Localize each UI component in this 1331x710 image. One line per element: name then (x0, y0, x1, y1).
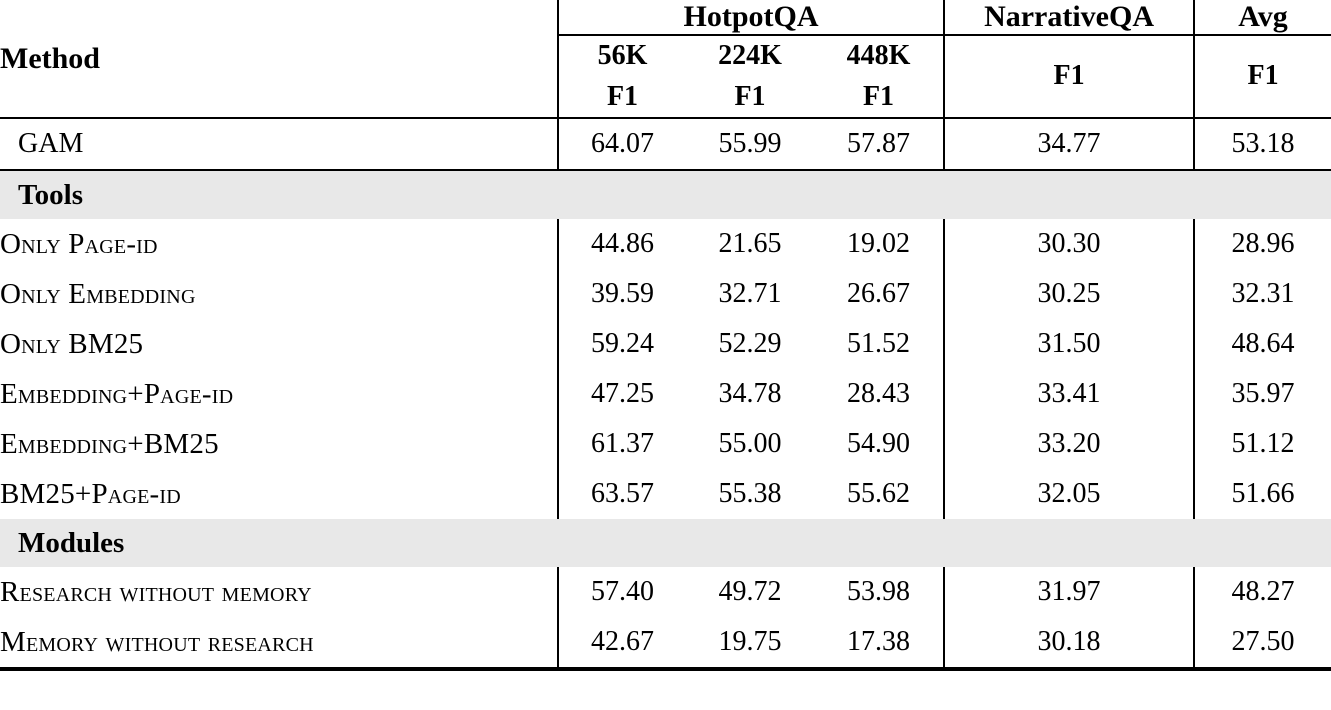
row-value-cell: 55.38 (718, 478, 782, 510)
row-method-name: BM25+Page-id (0, 477, 181, 510)
column-group-header: HotpotQA (558, 0, 944, 35)
column-group-header: NarrativeQA (944, 0, 1194, 35)
column-header-metric: 56K F1 (558, 35, 686, 118)
row-method-name: Embedding+Page-id (0, 377, 234, 410)
row-value-cell: 35.97 (1194, 369, 1331, 419)
row-value-cell: 19.75 (686, 617, 814, 669)
row-value-cell: 27.50 (1194, 617, 1331, 669)
row-value-cell: 34.77 (944, 118, 1194, 170)
row-value-cell: 53.18 (1194, 118, 1331, 170)
row-value-cell: 52.29 (718, 328, 782, 360)
row-method-name: Only BM25 (0, 327, 144, 360)
row-value-cell: 19.02 (847, 228, 911, 260)
row-value-cell: 21.65 (718, 228, 782, 260)
row-value-cell: 51.66 (1194, 469, 1331, 519)
column-header-method: Method (0, 41, 100, 75)
row-value-cell: 39.59 (558, 269, 686, 319)
table-row (0, 617, 1331, 669)
header-row-groups (0, 0, 1331, 35)
row-value-cell: 17.38 (814, 617, 944, 669)
row-value-cell: 32.71 (718, 278, 782, 310)
row-value-cell: 55.00 (718, 428, 782, 460)
row-method-name: Memory without research (0, 617, 558, 669)
table-row (0, 319, 1331, 369)
row-value-cell: 48.27 (1194, 567, 1331, 617)
table-row (0, 219, 1331, 269)
row-value-cell: 55.99 (686, 118, 814, 170)
section-label: Modules (0, 519, 1331, 567)
row-value-cell: 53.98 (847, 576, 911, 608)
row-value-cell: 57.87 (814, 118, 944, 170)
row-value-cell: 31.97 (944, 567, 1194, 617)
row-value-cell: 63.57 (558, 469, 686, 519)
row-value-cell: 30.30 (944, 219, 1194, 269)
table-row (0, 369, 1331, 419)
row-value-cell: 55.62 (847, 478, 911, 510)
row-value-cell: 30.18 (944, 617, 1194, 669)
row-value-cell: 33.41 (944, 369, 1194, 419)
row-value-cell: 32.05 (944, 469, 1194, 519)
row-value-cell: 51.52 (847, 328, 911, 360)
row-value-cell: 64.07 (558, 118, 686, 170)
row-value-cell: 57.40 (558, 567, 686, 617)
row-value-cell: 32.31 (1194, 269, 1331, 319)
row-value-cell: 31.50 (944, 319, 1194, 369)
row-value-cell: 42.67 (558, 617, 686, 669)
row-method-name: Embedding+BM25 (0, 427, 219, 460)
row-value-cell: 34.78 (718, 378, 782, 410)
row-value-cell: 54.90 (847, 428, 911, 460)
section-label: Tools (0, 170, 1331, 219)
table-row (0, 567, 1331, 617)
row-method-name: GAM (0, 118, 558, 170)
row-value-cell: 51.12 (1194, 419, 1331, 469)
row-value-cell: 59.24 (558, 319, 686, 369)
column-header-metric: 224K F1 (718, 40, 782, 112)
table-section-row (0, 170, 1331, 219)
column-header-metric: 448K F1 (846, 40, 911, 112)
row-value-cell: 28.43 (847, 378, 911, 410)
table-row (0, 469, 1331, 519)
row-value-cell: 33.20 (944, 419, 1194, 469)
row-value-cell: 61.37 (558, 419, 686, 469)
row-value-cell: 30.25 (944, 269, 1194, 319)
row-value-cell: 47.25 (558, 369, 686, 419)
table-row (0, 269, 1331, 319)
table-row (0, 419, 1331, 469)
table-row (0, 118, 1331, 170)
row-value-cell: 28.96 (1194, 219, 1331, 269)
row-value-cell: 26.67 (847, 278, 911, 310)
column-header-metric: F1 (1194, 35, 1331, 118)
table-section-row (0, 519, 1331, 567)
row-value-cell: 48.64 (1194, 319, 1331, 369)
column-header-metric: F1 (944, 35, 1194, 118)
row-value-cell: 44.86 (558, 219, 686, 269)
row-method-name: Only Page-id (0, 227, 158, 260)
row-value-cell: 49.72 (718, 576, 782, 608)
column-group-header: Avg (1194, 0, 1331, 35)
row-method-name: Research without memory (0, 575, 312, 608)
row-method-name: Only Embedding (0, 277, 196, 310)
